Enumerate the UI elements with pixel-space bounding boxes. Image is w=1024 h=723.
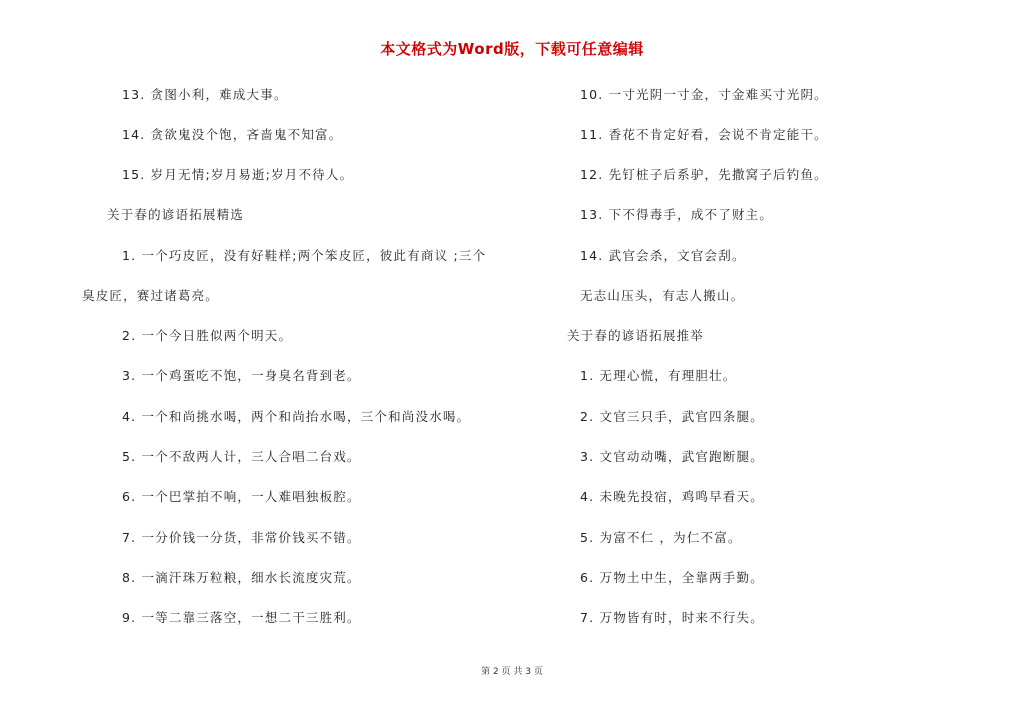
proverb-item: 13. 下不得毒手，成不了财主。 [580,207,774,222]
proverb-item: 5. 一个不敌两人计，三人合唱二台戏。 [122,449,361,464]
proverb-item: 4. 一个和尚挑水喝，两个和尚抬水喝，三个和尚没水喝。 [122,409,471,424]
proverb-item: 3. 一个鸡蛋吃不饱，一身臭名背到老。 [122,368,361,383]
proverb-item: 8. 一滴汗珠万粒粮，细水长流度灾荒。 [122,570,361,585]
page-number: 第 2 页 共 3 页 [481,667,543,677]
proverb-item: 14. 贪欲鬼没个饱，吝啬鬼不知富。 [122,127,343,142]
proverb-item-continuation: 臭皮匠，赛过诸葛亮。 [82,288,220,303]
proverb-item: 无志山压头，有志人搬山。 [580,288,745,303]
section-heading: 关于春的谚语拓展推举 [567,328,705,343]
proverb-item: 14. 武官会杀，文官会刮。 [580,248,746,263]
proverb-item: 13. 贪图小利，难成大事。 [122,87,288,102]
proverb-item: 7. 万物皆有时，时来不行失。 [580,610,764,625]
proverb-item: 11. 香花不肯定好看，会说不肯定能干。 [580,127,828,142]
document-header-title: 本文格式为Word版，下载可任意编辑 [380,40,644,58]
proverb-item: 6. 万物土中生，全靠两手勤。 [580,570,764,585]
proverb-item: 1. 一个巧皮匠，没有好鞋样;两个笨皮匠，彼此有商议 ;三个 [122,248,487,263]
proverb-item: 12. 先钉桩子后系驴，先撒窝子后钓鱼。 [580,167,828,182]
proverb-item: 6. 一个巴掌拍不响，一人难唱独板腔。 [122,489,361,504]
proverb-item: 15. 岁月无情;岁月易逝;岁月不待人。 [122,167,354,182]
proverb-item: 1. 无理心慌，有理胆壮。 [580,368,737,383]
proverb-item: 7. 一分价钱一分货，非常价钱买不错。 [122,530,361,545]
proverb-item: 2. 一个今日胜似两个明天。 [122,328,293,343]
proverb-item: 2. 文官三只手，武官四条腿。 [580,409,764,424]
proverb-item: 10. 一寸光阴一寸金，寸金难买寸光阴。 [580,87,828,102]
proverb-item: 9. 一等二靠三落空，一想二干三胜利。 [122,610,361,625]
proverb-item: 5. 为富不仁 ，为仁不富。 [580,530,742,545]
proverb-item: 4. 未晚先投宿，鸡鸣早看天。 [580,489,764,504]
proverb-item: 3. 文官动动嘴，武官跑断腿。 [580,449,764,464]
section-heading: 关于春的谚语拓展精选 [107,207,245,222]
